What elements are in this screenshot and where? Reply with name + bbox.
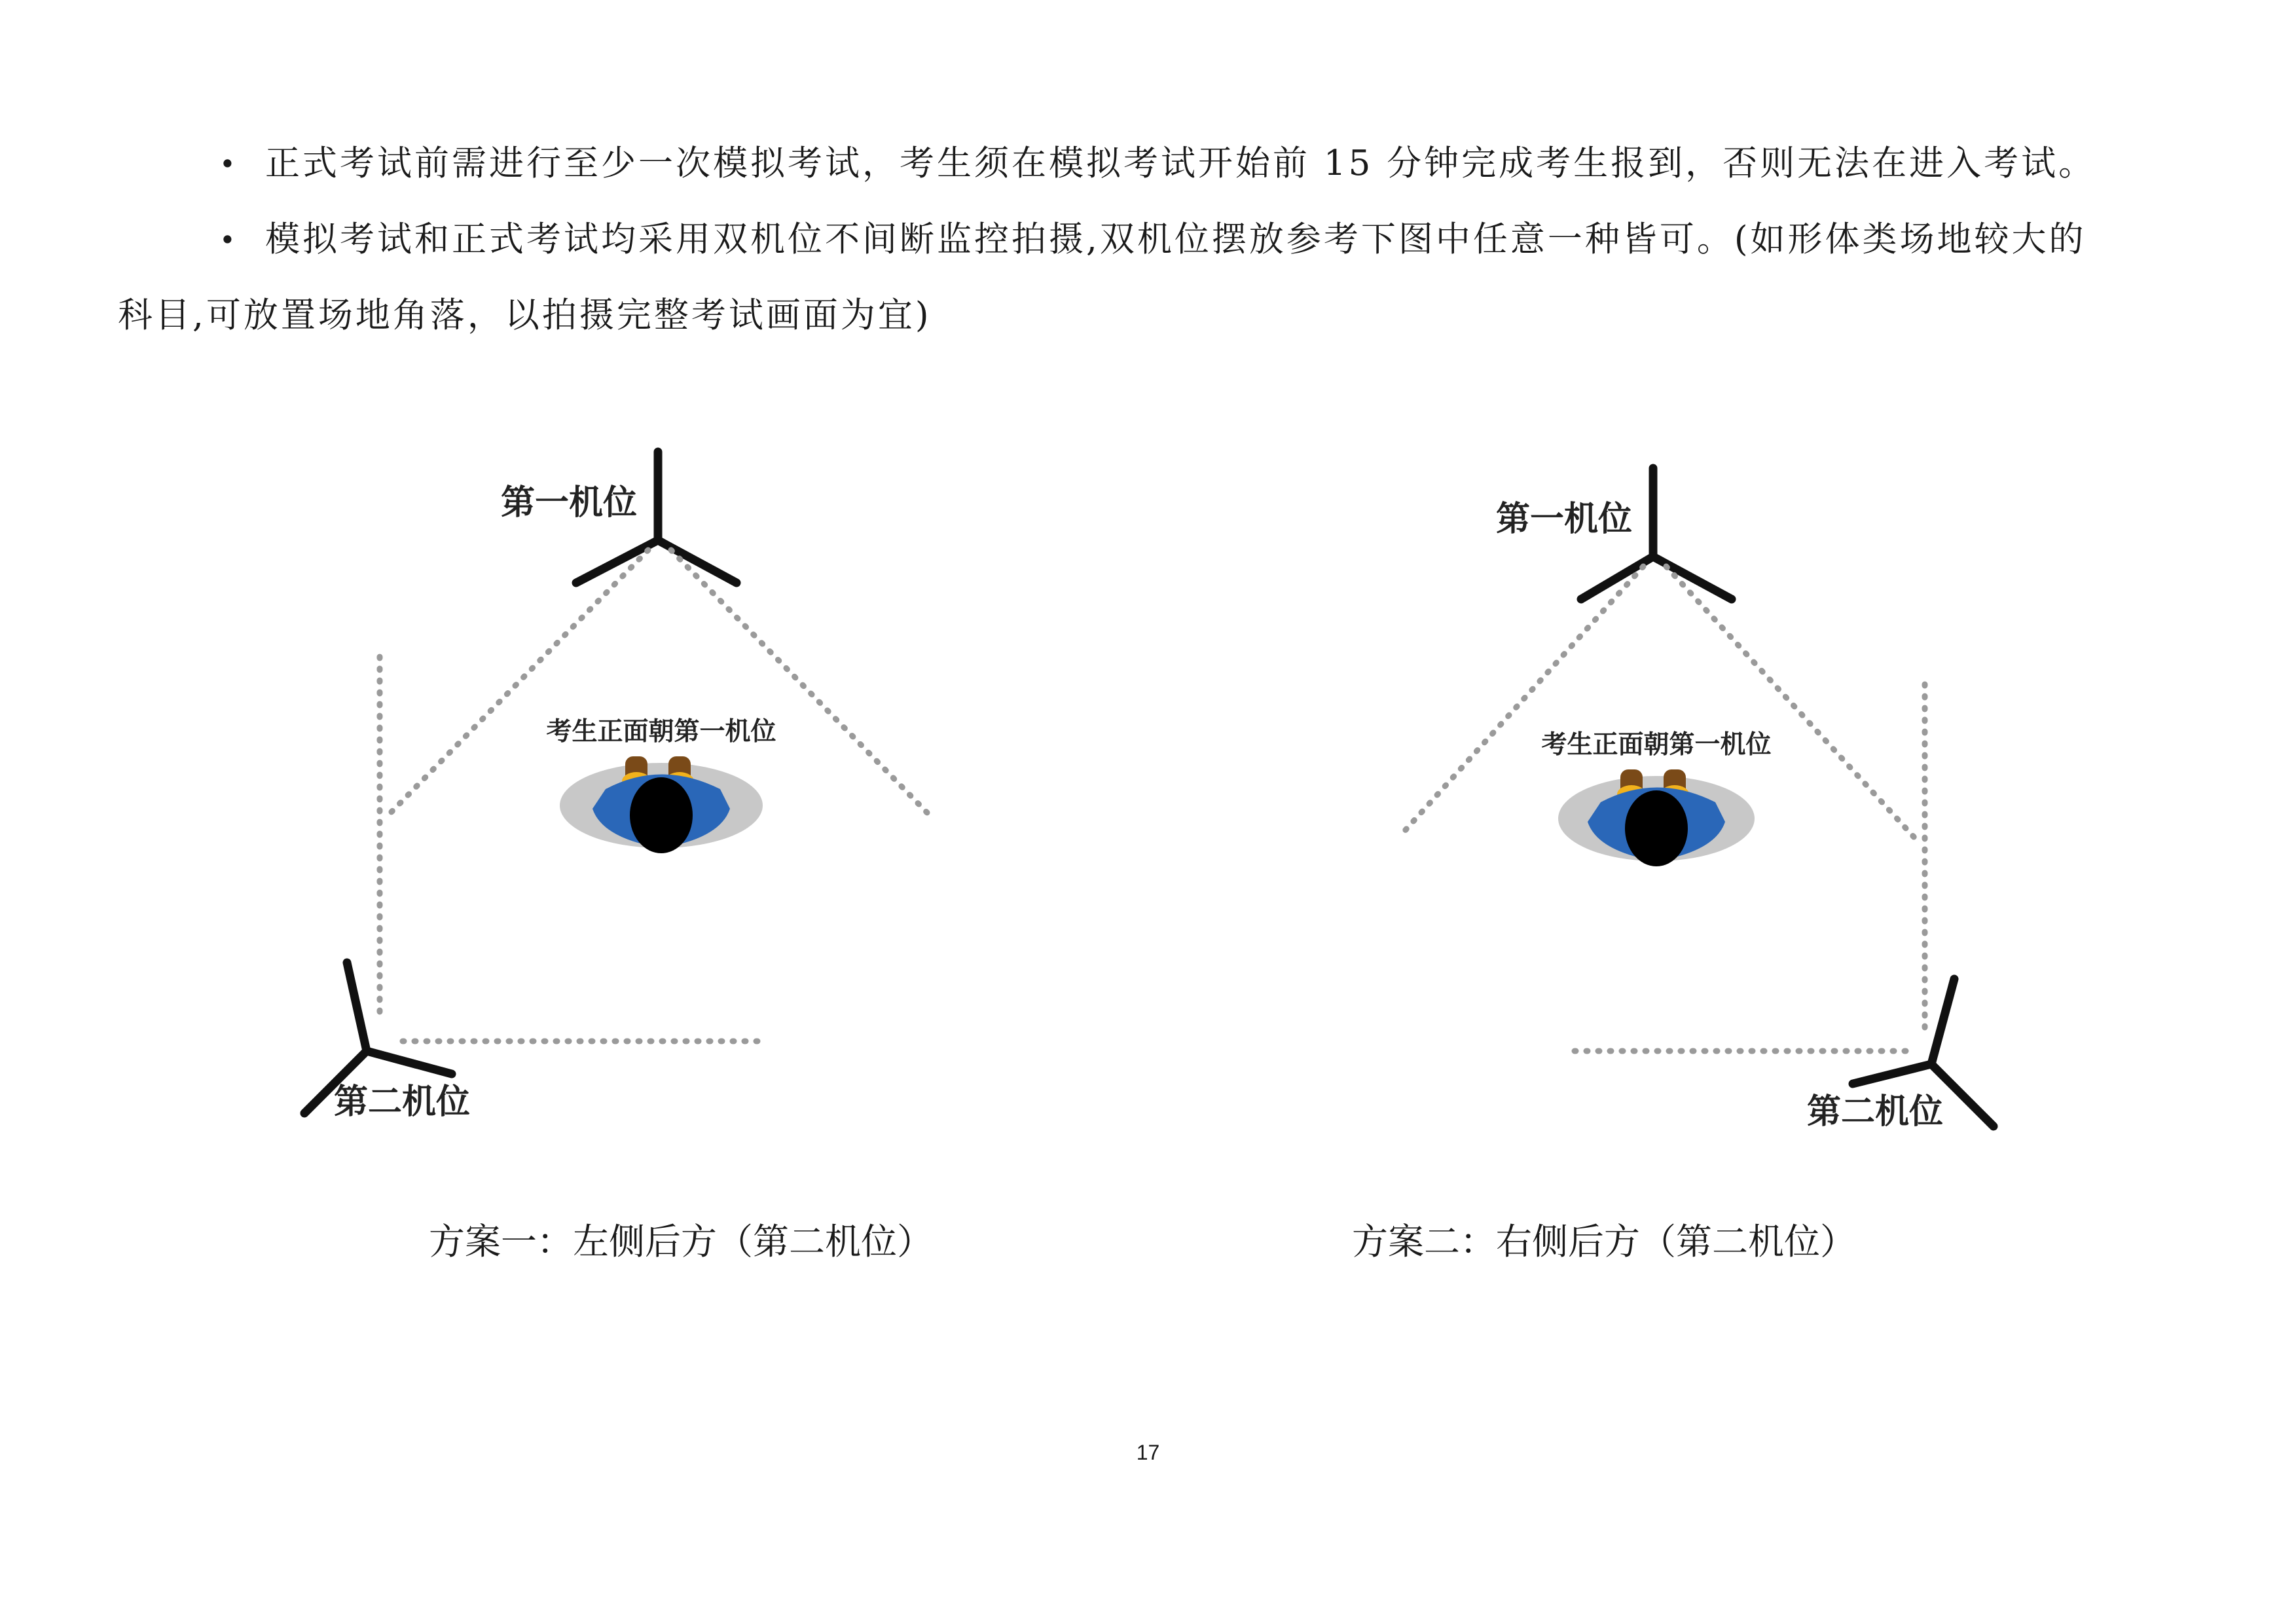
diagram-right-svg bbox=[1257, 419, 2278, 1166]
paragraph-1: 正式考试前需进行至少一次模拟考试，考生须在模拟考试开始前 15 分钟完成考生报到，否则无法在进入考试。 bbox=[265, 143, 2096, 183]
camera-1-label: 第一机位 bbox=[501, 483, 638, 523]
bullet-1: • bbox=[219, 148, 236, 180]
diagram-left bbox=[262, 419, 1283, 1166]
student-icon bbox=[560, 756, 763, 853]
caption-plan-2: 方案二：右侧后方（第二机位） bbox=[1352, 1221, 1857, 1263]
caption-plan-1: 方案一：左侧后方（第二机位） bbox=[429, 1221, 934, 1263]
bullet-2: • bbox=[219, 224, 236, 256]
camera-2-label: 第二机位 bbox=[334, 1082, 471, 1122]
student-icon bbox=[1558, 769, 1755, 866]
camera-2-field-of-view bbox=[380, 657, 759, 1041]
diagram-right bbox=[1257, 419, 2278, 1166]
page-number: 17 bbox=[1136, 1441, 1160, 1464]
diagram-left-svg bbox=[262, 419, 1283, 1166]
student-label: 考生正面朝第一机位 bbox=[546, 717, 776, 747]
paragraph-2-line-1: 模拟考试和正式考试均采用双机位不间断监控拍摄,双机位摆放参考下图中任意一种皆可。(如形体类场地较大的 bbox=[265, 219, 2086, 259]
paragraph-2-line-2: 科目,可放置场地角落，以拍摄完整考试画面为宜) bbox=[118, 295, 932, 335]
camera-1-label: 第一机位 bbox=[1496, 500, 1633, 539]
camera-2-label: 第二机位 bbox=[1807, 1092, 1944, 1132]
student-label: 考生正面朝第一机位 bbox=[1541, 730, 1772, 760]
